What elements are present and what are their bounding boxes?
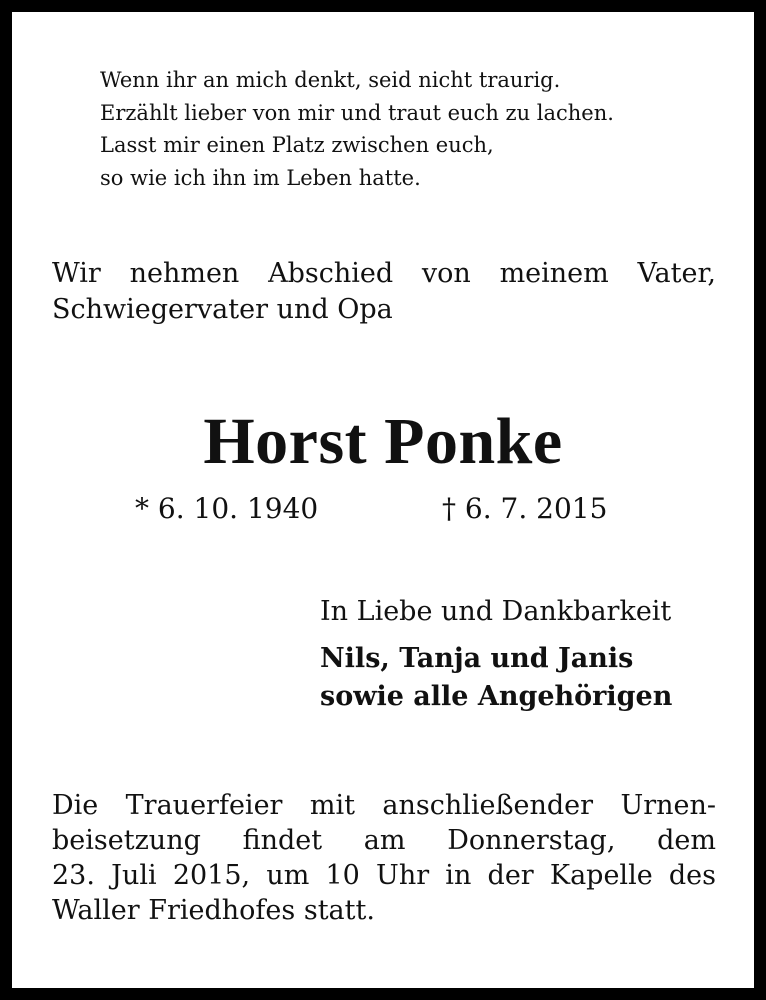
intro <box>52 256 716 328</box>
love-line: In Liebe und Dankbarkeit <box>320 596 672 627</box>
poem <box>100 64 614 194</box>
funeral-line: Waller Friedhofes statt. <box>52 895 375 926</box>
funeral-info <box>52 788 716 928</box>
poem-line: so wie ich ihn im Leben hatte. <box>100 165 421 190</box>
poem-line: Wenn ihr an mich denkt, seid nicht traurig. <box>100 68 561 92</box>
death-date: † 6. 7. 2015 <box>442 492 608 525</box>
family-line: sowie alle Angehörigen <box>320 681 673 712</box>
intro-line: Wir nehmen Abschied von meinem Vater, <box>52 258 716 289</box>
intro-line: Schwiegervater und Opa <box>52 294 393 325</box>
family <box>320 640 672 716</box>
funeral-line: 23. Juli 2015, um 10 Uhr in der Kapelle des <box>52 860 716 891</box>
funeral-line: Die Trauerfeier mit anschließender Urnen- <box>52 790 716 821</box>
poem-line: Erzählt lieber von mir und traut euch zu lachen. <box>100 100 614 125</box>
deceased-name: Horst Ponke <box>203 405 563 478</box>
birth-date: * 6. 10. 1940 <box>135 492 319 525</box>
poem-line: Lasst mir einen Platz zwischen euch, <box>100 133 494 157</box>
funeral-line: beisetzung findet am Donnerstag, dem <box>52 825 716 856</box>
family-line: Nils, Tanja und Janis <box>320 643 634 674</box>
